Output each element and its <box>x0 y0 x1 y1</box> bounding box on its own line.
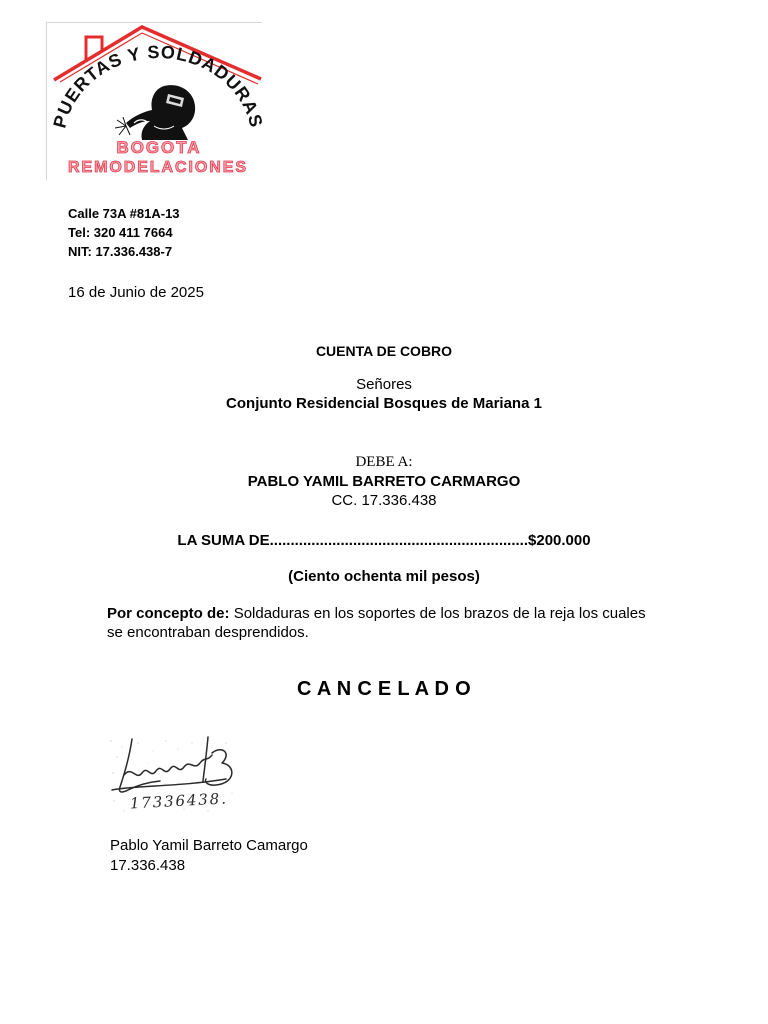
logo-tagline: REMODELACIONES <box>68 159 246 176</box>
signer-name: Pablo Yamil Barreto Camargo <box>110 837 308 854</box>
recipient-salutation: Señores <box>356 376 412 393</box>
welder-icon <box>115 85 195 140</box>
paid-status: C A N C E L A D O <box>297 678 471 700</box>
company-logo <box>46 22 262 180</box>
document-title: CUENTA DE COBRO <box>315 343 453 359</box>
debtor-id: CC. 17.336.438 <box>331 492 437 509</box>
signature-image <box>108 735 235 815</box>
amount-value: $200.000 <box>528 532 591 549</box>
debtor-name: PABLO YAMIL BARRETO CARMARGO <box>247 473 521 490</box>
logo-arc-text: PUERTAS Y SOLDADURA <box>49 41 262 131</box>
recipient-name: Conjunto Residencial Bosques de Mariana 1 <box>226 395 542 412</box>
sender-phone: Tel: 320 411 7664 <box>68 225 173 240</box>
logo-graphic <box>46 22 262 180</box>
signature <box>108 735 235 815</box>
sender-nit: NIT: 17.336.438-7 <box>68 244 173 259</box>
concept-text: Soldaduras en los soportes de los brazos de la reja los cuales se encontraban desprendidos. <box>107 605 646 641</box>
signature-strokes <box>112 737 232 792</box>
concept-paragraph <box>107 604 659 642</box>
signature-handwritten-id: 17336438. <box>129 789 227 813</box>
amount-in-words: (Ciento ochenta mil pesos) <box>288 568 480 585</box>
amount-label: LA SUMA DE.............................................................. <box>177 532 529 549</box>
logo-city: BOGOTA <box>116 138 200 157</box>
concept-label: Por concepto de: <box>107 605 230 622</box>
debtor-label: DEBE A: <box>355 454 413 470</box>
document-date: 16 de Junio de 2025 <box>68 284 204 301</box>
sender-address: Calle 73A #81A-13 <box>68 206 180 221</box>
amount-line <box>0 532 768 550</box>
signer-id: 17.336.438 <box>110 857 186 874</box>
